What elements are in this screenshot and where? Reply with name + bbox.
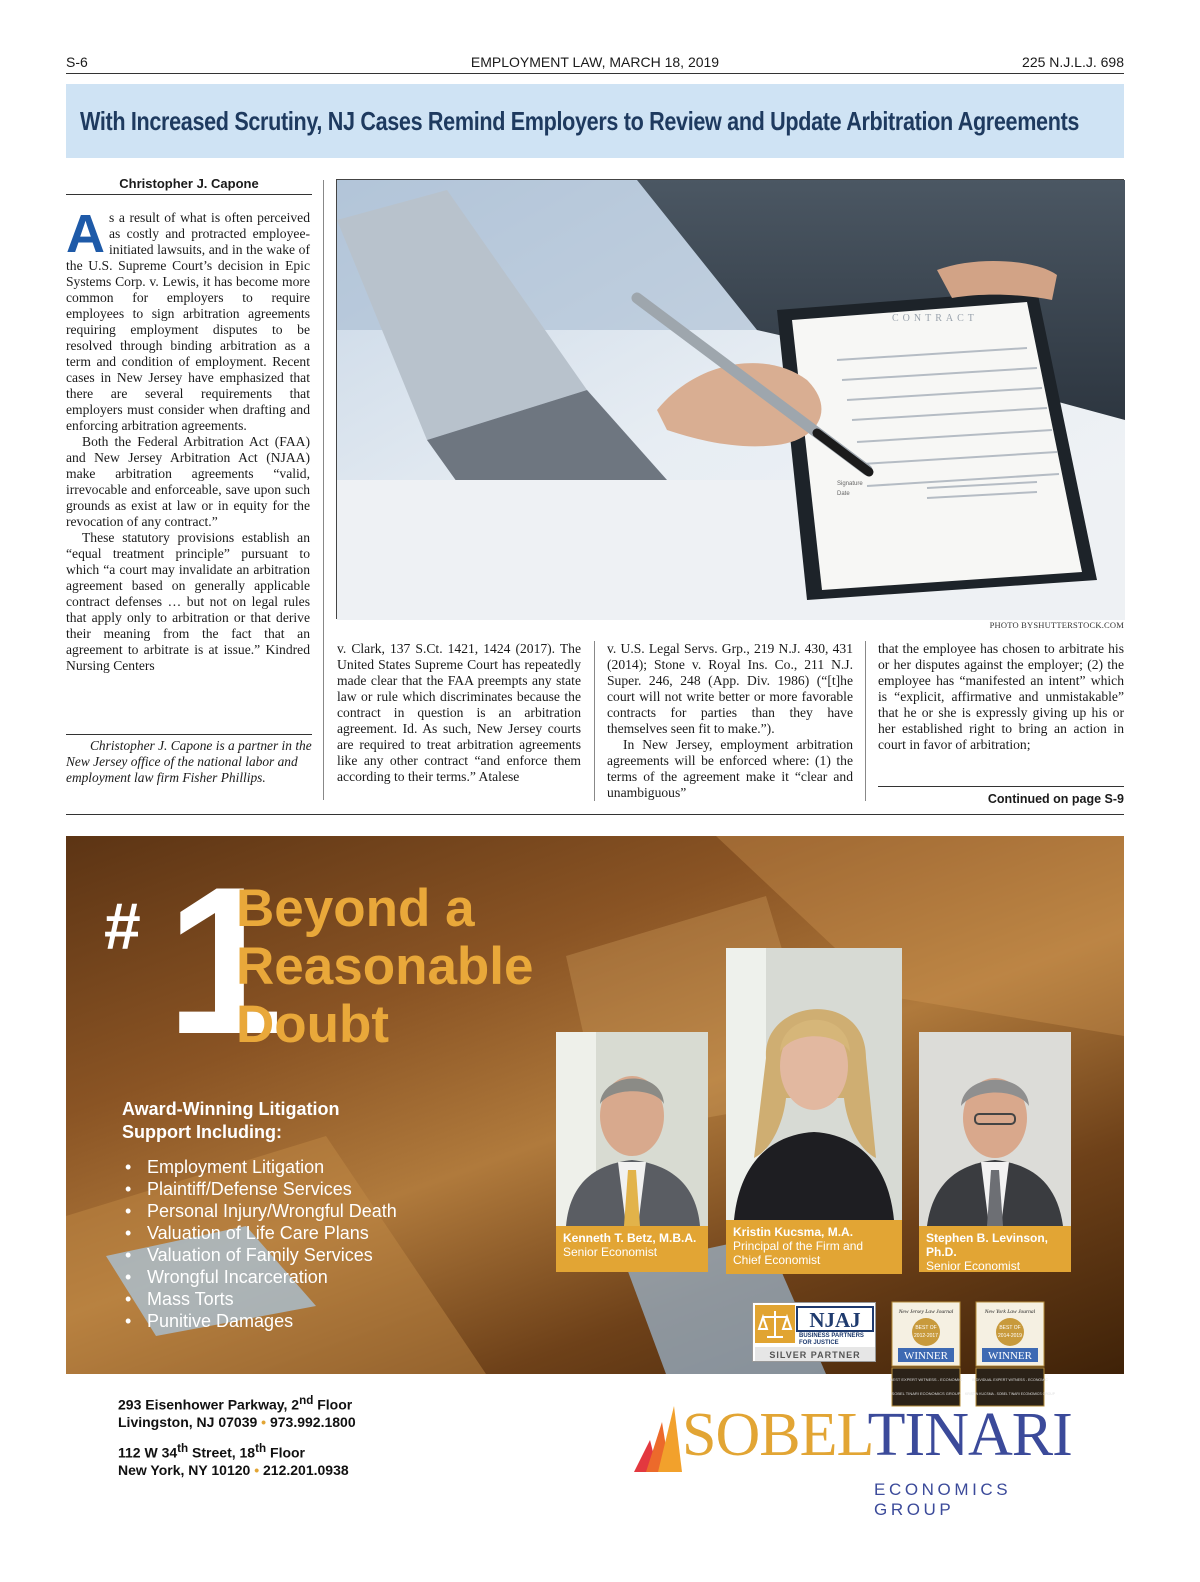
- person-name: Stephen B. Levinson, Ph.D.: [926, 1231, 1049, 1259]
- photo-credit: PHOTO BYSHUTTERSTOCK.COM: [989, 620, 1124, 630]
- award-firm: KRISTIN KUCSMA - SOBEL TINARI ECONOMICS GROUP: [964, 1392, 1056, 1396]
- njaj-line2: FOR JUSTICE: [799, 1340, 839, 1346]
- ad-headline: Beyond a Reasonable Doubt: [236, 879, 534, 1054]
- services-list: [122, 1156, 397, 1332]
- award-badge-nylj: [964, 1302, 1056, 1406]
- journal-citation: 225 N.J.L.J. 698: [1022, 54, 1124, 70]
- list-item: • Punitive Damages: [122, 1310, 397, 1332]
- contract-signing-illustration: [337, 180, 1125, 620]
- sobel-tinari-advertisement: [66, 836, 1124, 1396]
- person-title: Senior Economist: [563, 1245, 658, 1259]
- person-title-line2: Chief Economist: [733, 1253, 821, 1267]
- award-badge-njlj: [889, 1302, 963, 1406]
- njaj-partner-level: SILVER PARTNER: [769, 1350, 861, 1360]
- portrait-photo: [556, 1032, 708, 1226]
- flame-mark-icon: [630, 1400, 690, 1480]
- paragraph: Both the Federal Arbitration Act (FAA) and New Jersey Arbitration Act (NJAA) make arbitration agreements “valid, irrevocable and enforceable, save upon such grounds as exist at law or in equity for the revocation of any contract.”: [66, 434, 310, 529]
- logo-tagline: ECONOMICS GROUP: [874, 1480, 1012, 1519]
- article-column-3: [607, 641, 853, 801]
- article-title: With Increased Scrutiny, NJ Cases Remind Employers to Review and Update Arbitration Agreements: [80, 106, 1080, 136]
- running-header: [66, 54, 1124, 74]
- award-best: BEST OF: [999, 1325, 1021, 1331]
- award-winner: WINNER: [904, 1350, 948, 1362]
- office-address-nj: 293 Eisenhower Parkway, 2nd Floor Livingston, NJ 07039 • 973.992.1800: [118, 1394, 356, 1430]
- headline-banner: [66, 84, 1124, 158]
- photo-doc-heading: CONTRACT: [892, 313, 978, 324]
- njaj-wordmark: NJAJ: [809, 1308, 861, 1332]
- list-item: • Personal Injury/Wrongful Death: [122, 1200, 397, 1222]
- award-paper: New Jersey Law Journal: [898, 1309, 954, 1315]
- award-category: BEST EXPERT WITNESS - ECONOMIC: [889, 1377, 963, 1382]
- column-divider: [594, 641, 595, 801]
- column-divider: [865, 641, 866, 801]
- award-paper: New York Law Journal: [984, 1309, 1036, 1315]
- sobel-tinari-logo: [630, 1400, 1090, 1519]
- phone-number[interactable]: 973.992.1800: [269, 1413, 356, 1430]
- author-bio: Christopher J. Capone is a partner in the New Jersey office of the national labor and employment law firm Fisher Phillips.: [66, 734, 312, 786]
- person-name: Kenneth T. Betz, M.B.A.: [563, 1231, 697, 1245]
- phone-number[interactable]: 212.201.0938: [263, 1461, 349, 1478]
- section-separator: [66, 814, 1124, 815]
- list-item: • Plaintiff/Defense Services: [122, 1178, 397, 1200]
- article-column-1: [66, 204, 310, 674]
- drop-cap: A: [66, 204, 105, 264]
- paragraph: v. Clark, 137 S.Ct. 1421, 1424 (2017). The United States Supreme Court has repeatedly made clear that the FAA preempts any state law or rule which discriminates because the contract in question is an arbitration agreement. Id. As such, New Jersey courts are required to treat arbitration agreements like any other contract “and enforce them according to their terms.” Atalese: [337, 641, 581, 784]
- award-ribbon: [889, 1302, 963, 1406]
- paragraph: As a result of what is often perceived as costly and protracted employee-initiated lawsuits, and in the wake of the U.S. Supreme Court’s decision in Epic Systems Corp. v. Lewis, it has become more common for employers to require employees to sign arbitration agreements requiring employment disputes to be resolved through binding arbitration as a term and condition of employment. Recent cases in New Jersey have emphasized that there are several requirements that employers must consider when drafting and enforcing arbitration agreements.: [66, 204, 310, 433]
- office-address-ny: 112 W 34th Street, 18th Floor New York, NY 10120 • 212.201.0938: [118, 1442, 349, 1478]
- paragraph: v. U.S. Legal Servs. Grp., 219 N.J. 430, 431 (2014); Stone v. Royal Ins. Co., 211 N.J. Super. 246, 248 (App. Div. 1986) (“[t]he court will not write better or more favorable contracts for parties than they have themselves seen fit to make.”).: [607, 641, 853, 736]
- rank-number: 1: [166, 843, 275, 1078]
- paragraph: In New Jersey, employment arbitration agreements will be enforced where: (1) the terms of the agreement make it “clear and unambiguous”: [607, 737, 853, 800]
- award-ribbon: [964, 1302, 1056, 1406]
- njaj-logo: [753, 1303, 877, 1363]
- njaj-silver-partner-badge: [752, 1302, 876, 1362]
- award-firm: SOBEL TINARI ECONOMICS GROUP: [891, 1391, 961, 1396]
- award-years: 2012-2017: [914, 1333, 938, 1339]
- portrait-photo: [919, 1032, 1071, 1226]
- byline: Christopher J. Capone: [66, 176, 312, 195]
- photo-signature-label: Signature: [837, 481, 863, 487]
- list-item: • Employment Litigation: [122, 1156, 397, 1178]
- list-item: • Wrongful Incarceration: [122, 1266, 397, 1288]
- person-title: Senior Economist: [926, 1259, 1021, 1273]
- rank-hash: #: [104, 889, 141, 963]
- portrait-photo: [726, 948, 902, 1220]
- list-item: • Valuation of Life Care Plans: [122, 1222, 397, 1244]
- award-best: BEST OF: [915, 1325, 937, 1331]
- person-title: Principal of the Firm and: [733, 1239, 864, 1253]
- person-name: Kristin Kucsma, M.A.: [733, 1225, 854, 1239]
- section-date: EMPLOYMENT LAW, MARCH 18, 2019: [470, 54, 720, 70]
- logo-wordmark: SOBELTINARI: [682, 1401, 1072, 1469]
- person-card: [726, 948, 902, 1274]
- person-card: [556, 1032, 708, 1272]
- photo-date-label: Date: [837, 491, 850, 497]
- person-card: [919, 1032, 1071, 1272]
- left-hand: [937, 261, 1057, 300]
- person-caption: [556, 1226, 708, 1272]
- article-photo: [336, 179, 1124, 619]
- person-caption: [919, 1226, 1071, 1272]
- article-column-4: [878, 641, 1124, 753]
- person-caption: [726, 1220, 902, 1274]
- list-item: • Valuation of Family Services: [122, 1244, 397, 1266]
- continued-jump-line: Continued on page S-9: [878, 786, 1124, 806]
- article-column-2: [337, 641, 581, 785]
- award-category: INDIVIDUAL EXPERT WITNESS - ECONOMIC: [972, 1378, 1048, 1382]
- award-winner: WINNER: [988, 1350, 1032, 1362]
- page-number: S-6: [66, 54, 88, 70]
- njaj-line1: BUSINESS PARTNERS: [799, 1333, 864, 1339]
- award-years: 2014-2019: [998, 1333, 1022, 1339]
- column-divider: [323, 180, 324, 800]
- ad-subhead: Award-Winning Litigation Support Including:: [122, 1099, 340, 1142]
- list-item: • Mass Torts: [122, 1288, 397, 1310]
- paragraph: that the employee has chosen to arbitrate his or her disputes against the employer; (2) the employee has “manifested an intent” which is “explicit, affirmative and unmistakable” that he or she is expressly giving up his or her established right to bring an action in court in favor of arbitration;: [878, 641, 1124, 752]
- paragraph: These statutory provisions establish an “equal treatment principle” pursuant to which “a court may invalidate an arbitration agreement based on generally applicable contract defenses … but not on legal rules that apply only to arbitration or that derive their meaning from the fact that an agreement to arbitrate is at issue.” Kindred Nursing Centers: [66, 530, 310, 673]
